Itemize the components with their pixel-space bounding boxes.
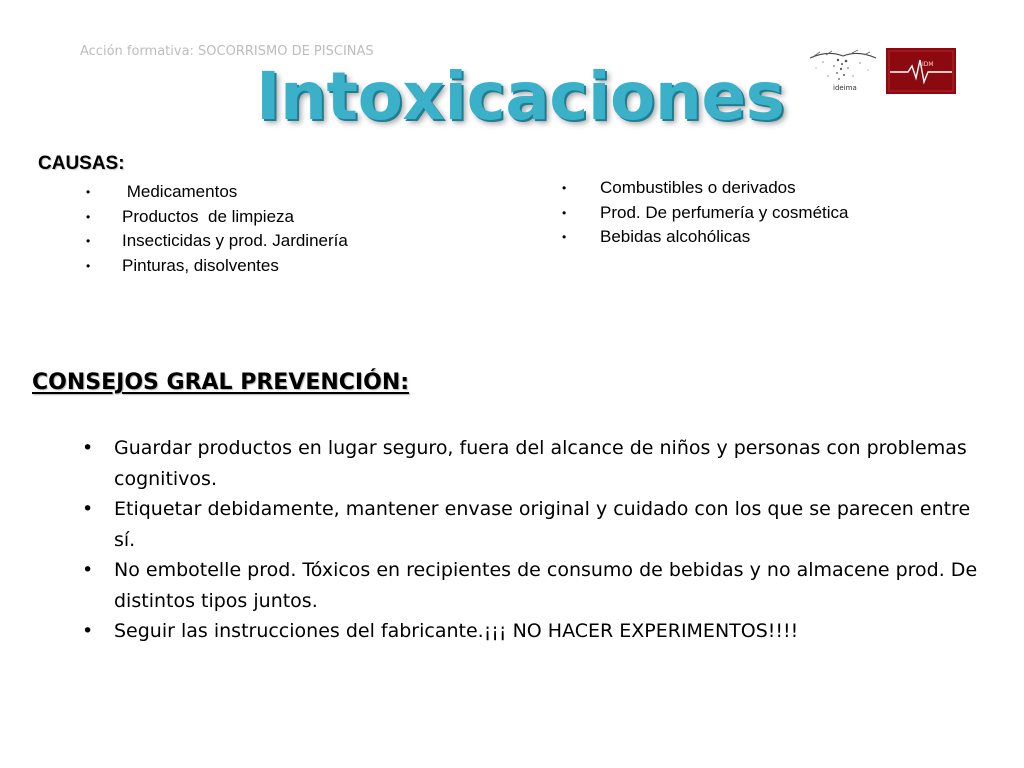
cause-label: Prod. De perfumería y cosmética [600, 202, 849, 222]
bullet-icon: • [562, 181, 567, 195]
bullet-icon: • [86, 185, 91, 199]
bullet-icon: • [86, 258, 91, 273]
tip-text: Etiquetar debidamente, mantener envase original y cuidado con los que se parecen entre sí. [114, 498, 971, 551]
cause-label: Insecticidas y prod. Jardinería [122, 231, 348, 250]
bullet-icon: • [82, 620, 94, 642]
cause-label: Combustibles o derivados [600, 178, 796, 197]
tip-text: Guardar productos en lugar seguro, fuera del alcance de niños y personas con problemas cognitivos. [114, 437, 967, 490]
logo-group [808, 48, 956, 94]
prevention-list [80, 433, 992, 647]
cause-label: Bebidas alcohólicas [600, 227, 751, 246]
cause-label: Pinturas, disolventes [122, 255, 279, 275]
list-item [80, 555, 992, 616]
ideima-wordmark: ideima [833, 84, 857, 92]
list-item [562, 201, 848, 226]
idm-wordmark: IDM [922, 61, 934, 68]
bullet-icon: • [82, 437, 94, 459]
idm-logo [886, 48, 956, 94]
list-item [86, 229, 348, 254]
bullet-icon: • [86, 209, 91, 224]
bullet-icon: • [82, 559, 94, 581]
list-item [80, 433, 992, 494]
list-item [562, 225, 848, 250]
list-item [80, 494, 992, 555]
causes-heading: CAUSAS: [38, 153, 125, 174]
cause-label: Medicamentos [122, 182, 238, 201]
list-item [86, 180, 348, 205]
list-item [80, 616, 992, 647]
causes-list-left [86, 180, 348, 278]
bullet-icon: • [562, 205, 567, 220]
slide-title: Intoxicaciones [256, 58, 785, 135]
list-item [86, 254, 348, 279]
bullet-icon: • [562, 230, 567, 244]
bullet-icon: • [86, 234, 91, 248]
heartbeat-icon [886, 48, 956, 94]
list-item [562, 176, 848, 201]
tip-text: No embotelle prod. Tóxicos en recipientes de consumo de bebidas y no almacene prod. De distintos tipos juntos. [114, 559, 978, 612]
list-item [86, 205, 348, 230]
prevention-heading: CONSEJOS GRAL PREVENCIÓN: [32, 370, 410, 395]
causes-list-right [562, 176, 848, 250]
bullet-icon: • [82, 498, 94, 520]
cause-label: Productos de limpieza [122, 206, 294, 226]
tip-text: Seguir las instrucciones del fabricante.¡¡¡ NO HACER EXPERIMENTOS!!!! [114, 620, 799, 642]
course-note: Acción formativa: SOCORRISMO DE PISCINAS [80, 44, 374, 59]
ideima-logo [808, 48, 878, 92]
